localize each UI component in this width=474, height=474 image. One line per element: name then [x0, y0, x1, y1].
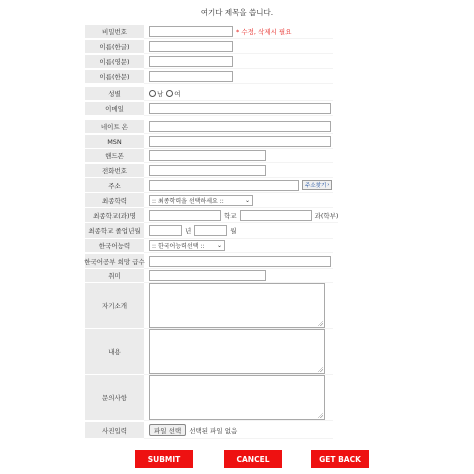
graduation-month-input[interactable] [194, 225, 227, 236]
row-photo [85, 422, 333, 439]
graduation-label: 최종학교 졸업년월 [85, 223, 144, 239]
mobile-input[interactable] [149, 150, 266, 161]
school-label: 최종학교(과)명 [85, 208, 144, 223]
photo-label: 사진입력 [85, 422, 144, 439]
korean-level-select-value: :: 한국어능력선택 :: [152, 243, 205, 250]
education-select[interactable] [149, 195, 253, 206]
name-en-input[interactable] [149, 56, 233, 67]
row-msn [85, 135, 333, 149]
phone-input[interactable] [149, 165, 266, 176]
row-gender [85, 87, 333, 101]
gender-label: 성별 [85, 87, 144, 101]
row-password [85, 25, 333, 39]
gender-female-radio[interactable] [166, 90, 173, 97]
phone-label: 전화번호 [85, 164, 144, 178]
row-education [85, 193, 333, 208]
education-label: 최종학력 [85, 193, 144, 208]
name-en-label: 이름(영문) [85, 55, 144, 69]
chevron-down-icon: ⌄ [216, 242, 222, 249]
graduation-year-suffix: 년 [185, 227, 192, 235]
row-name-en [85, 55, 333, 69]
page-title: 여기다 제목을 씁니다. [200, 8, 274, 17]
password-label: 비밀번호 [85, 25, 144, 39]
content-textarea[interactable] [149, 329, 325, 374]
file-select-button[interactable]: 파일 선택 [149, 424, 186, 436]
file-status: 선택된 파일 없음 [189, 426, 238, 435]
submit-button[interactable]: SUBMIT [135, 450, 193, 468]
graduation-month-suffix: 월 [230, 227, 237, 235]
row-mobile [85, 149, 333, 163]
name-cn-label: 이름(한문) [85, 70, 144, 84]
education-select-value: :: 최종학력을 선택하세요 :: [152, 197, 224, 205]
email-input[interactable] [149, 103, 331, 114]
row-intro [85, 283, 333, 329]
graduation-year-input[interactable] [149, 225, 182, 236]
row-name-ko [85, 40, 333, 54]
chevron-down-icon: ⌄ [244, 196, 250, 204]
content-label: 내용 [85, 329, 144, 375]
row-school [85, 208, 339, 223]
gender-male-label: 남 [157, 90, 164, 98]
row-hobby [85, 269, 333, 283]
name-ko-label: 이름(한글) [85, 40, 144, 54]
get-back-button[interactable]: GET BACK [311, 450, 369, 468]
inquiry-textarea[interactable] [149, 375, 325, 420]
row-email [85, 102, 333, 116]
chevron-right-icon: › [327, 182, 330, 188]
row-korean-level [85, 239, 333, 253]
study-hours-input[interactable] [149, 256, 331, 267]
korean-level-select[interactable] [149, 240, 225, 251]
password-input[interactable] [149, 26, 233, 37]
inquiry-label: 문의사항 [85, 375, 144, 421]
hobby-label: 취미 [85, 269, 144, 283]
major-suffix: 과(학부) [314, 211, 339, 220]
address-search-button[interactable] [302, 180, 332, 190]
school-name-input[interactable] [149, 210, 221, 221]
address-label: 주소 [85, 178, 144, 193]
hobby-input[interactable] [149, 270, 266, 281]
email-label: 이메일 [85, 102, 144, 116]
intro-label: 자기소개 [85, 283, 144, 329]
address-input[interactable] [149, 180, 299, 191]
name-cn-input[interactable] [149, 71, 233, 82]
gender-female-label: 여 [174, 90, 181, 98]
korean-level-label: 한국어능력 [85, 239, 144, 253]
cancel-button[interactable]: CANCEL [224, 450, 282, 468]
msn-label: MSN [85, 135, 144, 149]
row-inquiry [85, 375, 333, 421]
row-name-cn [85, 70, 333, 84]
name-ko-input[interactable] [149, 41, 233, 52]
password-required-note: * 수정, 삭제시 필요 [236, 28, 292, 36]
major-input[interactable] [240, 210, 312, 221]
row-graduation [85, 223, 333, 239]
nateon-label: 네이트 온 [85, 120, 144, 134]
intro-textarea[interactable] [149, 283, 325, 328]
school-suffix: 학교 [224, 211, 237, 220]
row-phone [85, 164, 333, 178]
row-nateon [85, 120, 333, 134]
study-hours-label: 한국어공부 희망 급수 [85, 254, 144, 269]
mobile-label: 핸드폰 [85, 149, 144, 163]
msn-input[interactable] [149, 136, 331, 147]
row-address [85, 178, 333, 193]
row-content [85, 329, 333, 375]
gender-male-radio[interactable] [149, 90, 156, 97]
row-study-hours [85, 254, 333, 269]
address-search-label: 주소찾기 [305, 183, 327, 189]
nateon-input[interactable] [149, 121, 331, 132]
